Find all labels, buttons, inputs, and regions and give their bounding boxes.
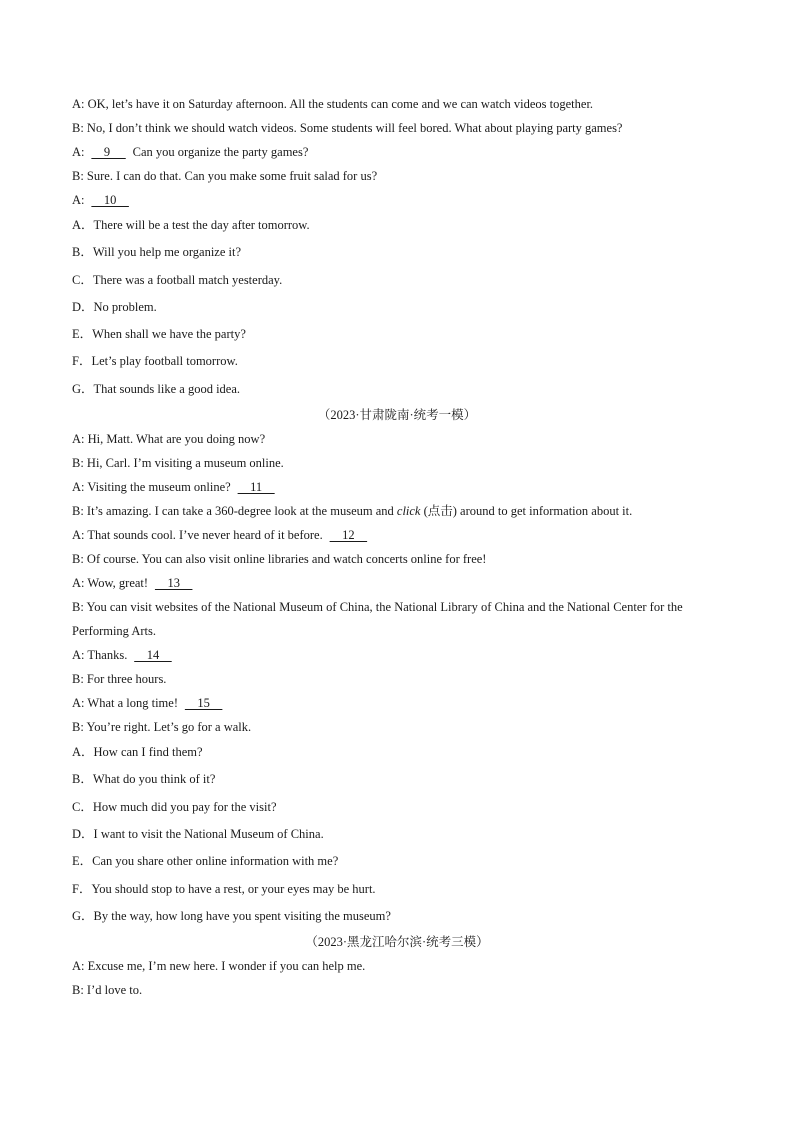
dialogue-line: B: No, I don’t think we should watch videos. Some students will feel bored. What about playing party games? — [72, 121, 623, 135]
dialogue-line: B: Hi, Carl. I’m visiting a museum online. — [72, 456, 284, 471]
dialogue-line-q14 — [72, 643, 722, 667]
dialogue-text: A: What a long time! — [72, 696, 178, 711]
option-c: C．How much did you pay for the visit? — [72, 799, 277, 814]
answer-blank-9[interactable]: 9 — [91, 145, 126, 159]
dialogue-line: B: For three hours. — [72, 672, 167, 687]
dialogue-line-q9 — [72, 140, 722, 164]
dialogue-line-q15 — [72, 691, 722, 715]
source-label: （2023·黑龙江哈尔滨·统考三模） — [305, 935, 489, 950]
option-g: G．By the way, how long have you spent visiting the museum? — [72, 908, 391, 923]
dialogue-line: B: Of course. You can also visit online libraries and watch concerts online for free! — [72, 552, 487, 567]
option-e: E．Can you share other online information with me? — [72, 854, 339, 869]
dialogue-line-q12 — [72, 523, 722, 547]
dialogue-line-q13 — [72, 571, 722, 595]
option-f: F．You should stop to have a rest, or your eyes may be hurt. — [72, 881, 376, 896]
speaker: A: — [72, 193, 85, 207]
dialogue-line: A: Hi, Matt. What are you doing now? — [72, 432, 266, 447]
answer-blank-15[interactable]: 15 — [184, 696, 223, 711]
option-b: B．Will you help me organize it? — [72, 245, 242, 260]
speaker: A: — [72, 145, 85, 159]
dialogue-line: B: Sure. I can do that. Can you make some fruit salad for us? — [72, 169, 378, 183]
answer-blank-10[interactable]: 10 — [91, 193, 129, 207]
option-a: A．How can I find them? — [72, 745, 203, 760]
answer-blank-14[interactable]: 14 — [134, 648, 172, 663]
answer-blank-11[interactable]: 11 — [237, 480, 275, 495]
dialogue-line: A: OK, let’s have it on Saturday afternoon. All the students can come and we can watch videos together. — [72, 97, 594, 111]
option-d: D．I want to visit the National Museum of China. — [72, 826, 324, 841]
option-g: G．That sounds like a good idea. — [72, 381, 241, 396]
dialogue-text: Can you organize the party games? — [132, 145, 309, 159]
option-c: C．There was a football match yesterday. — [72, 272, 283, 287]
option-b: B．What do you think of it? — [72, 772, 216, 787]
dialogue-text: A: That sounds cool. I’ve never heard of it before. — [72, 528, 323, 543]
option-e: E．When shall we have the party? — [72, 327, 246, 342]
option-d: D．No problem. — [72, 299, 157, 314]
option-a: A．There will be a test the day after tomorrow. — [72, 218, 310, 232]
dialogue-line-q11 — [72, 475, 722, 499]
dialogue-line: B: You’re right. Let’s go for a walk. — [72, 720, 252, 735]
dialogue-line: A: Excuse me, I’m new here. I wonder if you can help me. — [72, 959, 366, 974]
dialogue-text: (点击) around to get information about it. — [420, 504, 633, 519]
dialogue-text: A: Thanks. — [72, 648, 128, 663]
dialogue-line-q10 — [72, 188, 722, 212]
dialogue-line: B: I’d love to. — [72, 983, 143, 998]
answer-blank-12[interactable]: 12 — [329, 528, 368, 543]
dialogue-text: A: Wow, great! — [72, 576, 149, 591]
source-label: （2023·甘肃陇南·统考一模） — [317, 408, 477, 423]
option-f: F．Let’s play football tomorrow. — [72, 354, 238, 369]
dialogue-text: A: Visiting the museum online? — [72, 480, 231, 495]
answer-blank-13[interactable]: 13 — [154, 576, 193, 591]
document-page — [72, 92, 722, 1002]
italic-word: click — [396, 504, 421, 519]
dialogue-text: B: It’s amazing. I can take a 360-degree look at the museum and — [72, 504, 397, 519]
dialogue-line: B: You can visit websites of the National Museum of China, the National Library of China and the National Center for the Performing Arts. — [72, 600, 683, 639]
dialogue-line — [72, 499, 722, 523]
